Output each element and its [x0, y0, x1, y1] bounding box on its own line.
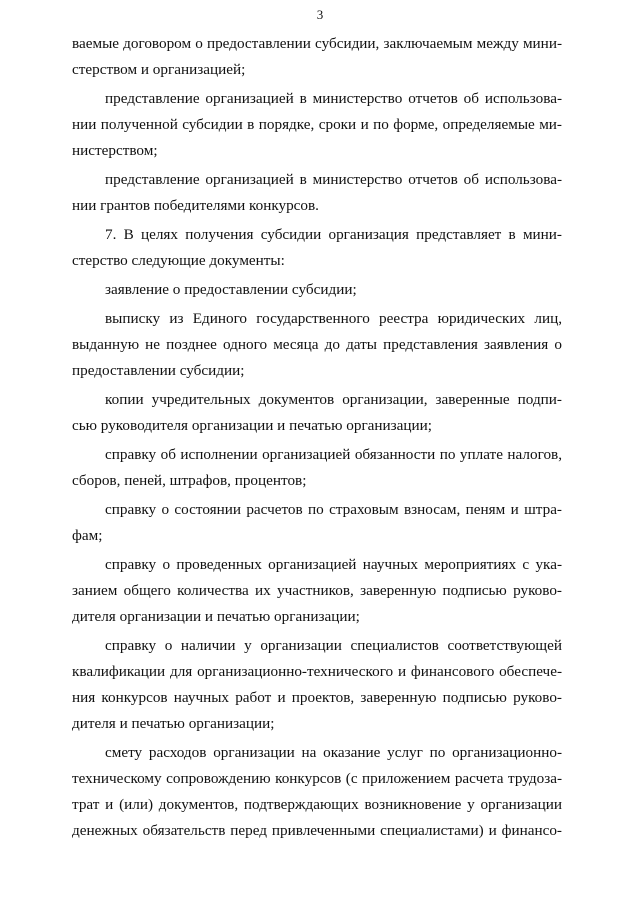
page-number: 3: [316, 7, 324, 22]
text-line: нии полученной субсидии в порядке, сроки и по форме, определяемые ми-: [72, 116, 562, 133]
text-line: выданную не позднее одного месяца до даты представления заявления о: [72, 336, 562, 353]
text-line: квалификации для организационно-технического и финансового обеспече-: [72, 663, 562, 680]
text-line: техническому сопровождению конкурсов (с приложением расчета трудоза-: [72, 770, 562, 787]
text-line: трат и (или) документов, подтверждающих возникновение у организации: [72, 796, 562, 813]
text-line: предоставлении субсидии;: [72, 362, 245, 379]
text-line: нистерством;: [72, 142, 158, 159]
text-line: сборов, пеней, штрафов, процентов;: [72, 472, 307, 489]
text-line: справку о наличии у организации специалистов соответствующей: [105, 637, 562, 654]
text-line: нии грантов победителями конкурсов.: [72, 197, 319, 214]
text-line: дителя организации и печатью организации;: [72, 608, 360, 625]
text-line: представление организацией в министерство отчетов об использова-: [105, 90, 562, 107]
text-line: копии учредительных документов организации, заверенные подпи-: [105, 391, 562, 408]
text-line: выписку из Единого государственного реестра юридических лиц,: [105, 310, 562, 327]
text-line: справку о состоянии расчетов по страховым взносам, пеням и штра-: [105, 501, 562, 518]
text-line: фам;: [72, 527, 103, 544]
text-line: справку о проведенных организацией научных мероприятиях с ука-: [105, 556, 562, 573]
text-line: смету расходов организации на оказание услуг по организационно-: [105, 744, 562, 761]
text-line: занием общего количества их участников, заверенную подписью руково-: [72, 582, 562, 599]
text-line: представление организацией в министерство отчетов об использова-: [105, 171, 562, 188]
text-line: справку об исполнении организацией обязанности по уплате налогов,: [105, 446, 562, 463]
text-line: стерство следующие документы:: [72, 252, 285, 269]
text-line: ния конкурсов научных работ и проектов, заверенную подписью руково-: [72, 689, 562, 706]
text-line: денежных обязательств перед привлеченными специалистами) и финансо-: [72, 822, 562, 839]
text-line: дителя и печатью организации;: [72, 715, 275, 732]
text-line: стерством и организацией;: [72, 61, 246, 78]
text-line: заявление о предоставлении субсидии;: [105, 281, 357, 298]
text-line: 7. В целях получения субсидии организация представляет в мини-: [105, 226, 562, 243]
text-line: ваемые договором о предоставлении субсидии, заключаемым между мини-: [72, 35, 562, 52]
text-line: сью руководителя организации и печатью организации;: [72, 417, 433, 434]
